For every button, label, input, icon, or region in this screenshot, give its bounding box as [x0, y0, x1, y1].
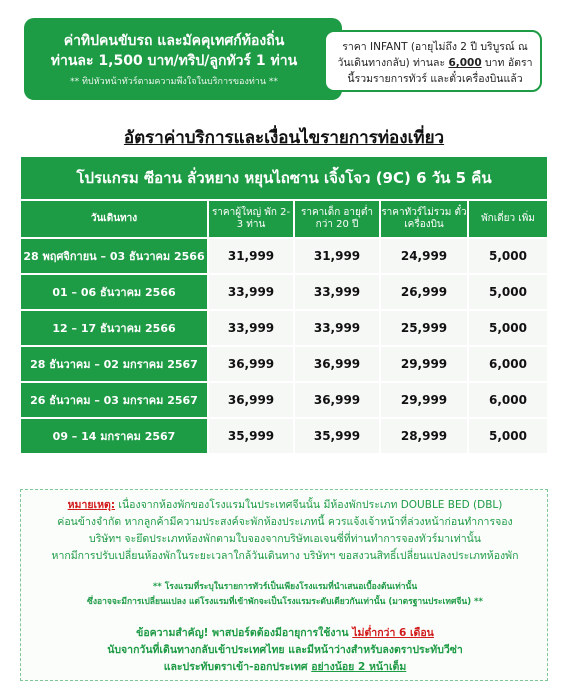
cell-no-ticket: 29,999: [380, 346, 468, 382]
cell-child: 36,999: [294, 382, 380, 418]
passport-line-2: นับจากวันที่เดินทางกลับเข้าประเทศไทย และมีหน้าว่างสำหรับลงตราประทับวีซ่า: [107, 644, 463, 656]
cell-date: 12 – 17 ธันวาคม 2566: [20, 310, 208, 346]
hotel-note-2: ซึ่งอาจจะมีการเปลี่ยนแปลง แต่โรงแรมที่เข้าพักจะเป็นโรงแรมระดับเดียวกันเท่านั้น (มาตรฐานประเทศจีน) **: [87, 597, 483, 607]
tip-line-2: ท่านละ 1,500 บาท/ทริป/ลูกทัวร์ 1 ท่าน: [50, 53, 298, 69]
top-banner: [24, 18, 542, 100]
infant-line-2-b: บาท อัตรา: [485, 57, 533, 69]
hotel-note-1: ** โรงแรมที่ระบุในรายการทัวร์เป็นเพียงโรงแรมที่นำเสนอเบื้องต้นเท่านั้น: [152, 582, 418, 592]
cell-no-ticket: 29,999: [380, 382, 468, 418]
table-row: [20, 238, 548, 274]
cell-child: 33,999: [294, 310, 380, 346]
cell-no-ticket: 24,999: [380, 238, 468, 274]
program-title: โปรแกรม ซีอาน ลั่วหยาง หยุนไถซาน เจิ้งโจว (9C) 6 วัน 5 คืน: [20, 156, 548, 200]
cell-single: 6,000: [468, 346, 548, 382]
infant-line-3: นี้รวมรายการทัวร์ และตั๋วเครื่องบินแล้ว: [347, 73, 523, 85]
remark-line-3: บริษัทฯ จะยึดประเภทห้องพักตามใบจองจากบริษัทเอเจนซี่ที่ท่านทำการจองทัวร์มาเท่านั้น: [89, 533, 481, 545]
cell-single: 5,000: [468, 274, 548, 310]
cell-date: 26 ธันวาคม – 03 มกราคม 2567: [20, 382, 208, 418]
table-row: [20, 418, 548, 454]
cell-no-ticket: 25,999: [380, 310, 468, 346]
infant-price: 6,000: [448, 57, 482, 69]
cell-adult: 33,999: [208, 274, 294, 310]
cell-single: 5,000: [468, 310, 548, 346]
table-header: [20, 200, 548, 238]
header-single: พักเดี่ยว เพิ่ม: [468, 200, 548, 238]
cell-date: 01 – 06 ธันวาคม 2566: [20, 274, 208, 310]
infant-line-2-a: วันเดินทางกลับ) ท่านละ: [337, 57, 446, 69]
cell-single: 5,000: [468, 238, 548, 274]
tip-note: ** ทิปหัวหน้าทัวร์ตามความพึงใจในบริการของท่าน **: [70, 77, 278, 87]
tip-banner: [24, 18, 342, 100]
page-title: อัตราค่าบริการและเงื่อนไขรายการท่องเที่ยว: [123, 128, 445, 148]
cell-date: 09 – 14 มกราคม 2567: [20, 418, 208, 454]
price-table: [20, 156, 548, 454]
cell-child: 33,999: [294, 274, 380, 310]
remark-label: หมายเหตุ:: [67, 499, 116, 511]
cell-single: 5,000: [468, 418, 548, 454]
remark-line-4: หากมีการปรับเปลี่ยนห้องพักในระยะเวลาใกล้วันเดินทาง บริษัทฯ ขอสงวนสิทธิ์เปลี่ยนแปลงประเภทห้องพัก: [51, 550, 519, 562]
cell-date: 28 ธันวาคม – 02 มกราคม 2567: [20, 346, 208, 382]
cell-no-ticket: 26,999: [380, 274, 468, 310]
passport-pages: อย่างน้อย 2 หน้าเต็ม: [311, 661, 407, 673]
cell-child: 35,999: [294, 418, 380, 454]
passport-line-3: [27, 658, 543, 675]
cell-child: 36,999: [294, 346, 380, 382]
header-child: ราคาเด็ก อายุต่ำกว่า 20 ปี: [294, 200, 380, 238]
cell-no-ticket: 28,999: [380, 418, 468, 454]
cell-adult: 31,999: [208, 238, 294, 274]
infant-price-box: [324, 30, 542, 92]
passport-text-b: และประทับตราเข้า-ออกประเทศ: [163, 661, 308, 673]
remark-line-1: [27, 496, 543, 513]
cell-adult: 36,999: [208, 382, 294, 418]
table-row: [20, 274, 548, 310]
notes-box: [20, 489, 548, 681]
table-row: [20, 346, 548, 382]
tip-line-1: ค่าทิปคนขับรถ และมัคคุเทศก์ท้องถิ่น: [63, 33, 285, 49]
passport-line-1: [27, 624, 543, 641]
cell-adult: 36,999: [208, 346, 294, 382]
passport-validity: ไม่ต่ำกว่า 6 เดือน: [352, 627, 434, 639]
cell-adult: 35,999: [208, 418, 294, 454]
infant-line-2: [332, 54, 538, 71]
header-adult: ราคาผู้ใหญ่ พัก 2-3 ท่าน: [208, 200, 294, 238]
infant-line-1: ราคา INFANT (อายุไม่ถึง 2 ปี บริบูรณ์ ณ: [342, 41, 528, 53]
header-date: วันเดินทาง: [20, 200, 208, 238]
table-row: [20, 382, 548, 418]
cell-single: 6,000: [468, 382, 548, 418]
cell-date: 28 พฤศจิกายน – 03 ธันวาคม 2566: [20, 238, 208, 274]
cell-adult: 33,999: [208, 310, 294, 346]
table-row: [20, 310, 548, 346]
remark-text-1: เนื่องจากห้องพักของโรงแรมในประเทศจีนนั้น มีห้องพักประเภท DOUBLE BED (DBL): [118, 499, 503, 511]
passport-text-a: ข้อความสำคัญ! พาสปอร์ตต้องมีอายุการใช้งาน: [136, 627, 349, 639]
cell-child: 31,999: [294, 238, 380, 274]
header-no-ticket: ราคาทัวร์ไม่รวม ตั๋วเครื่องบิน: [380, 200, 468, 238]
remark-line-2: ค่อนข้างจำกัด หากลูกค้ามีความประสงค์จะพักห้องประเภทนี้ ควรแจ้งเจ้าหน้าที่ล่วงหน้าก่อนทำการจอง: [57, 516, 513, 528]
